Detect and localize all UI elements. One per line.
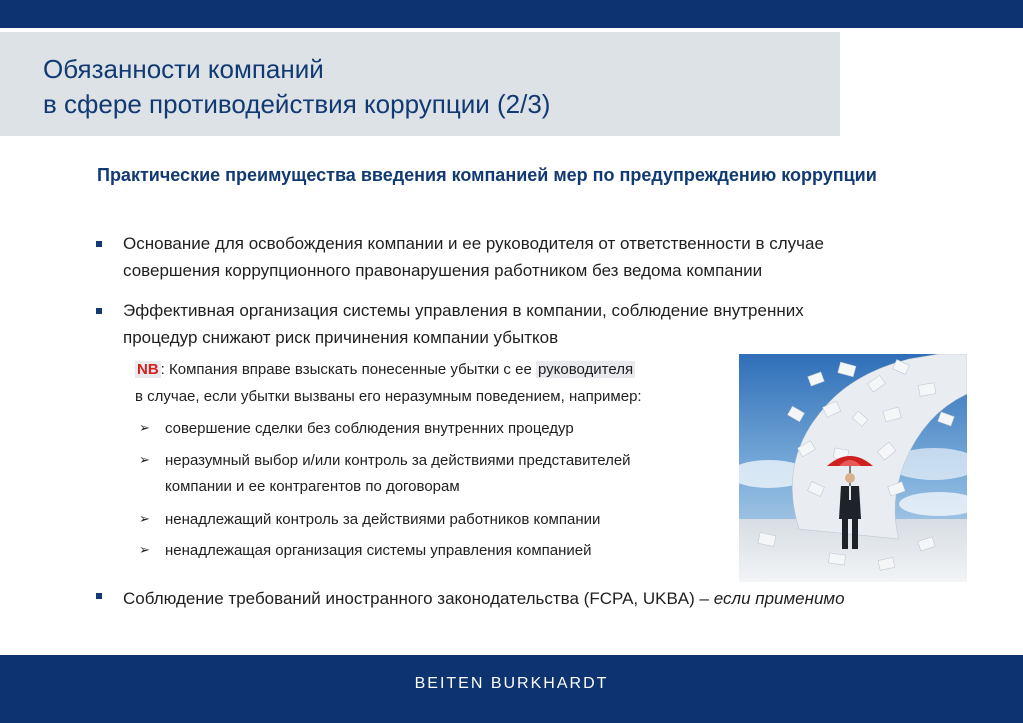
arrow-bullet-icon: ➢ [139, 452, 150, 467]
nb-note-line-1 [135, 357, 635, 383]
arrow-bullet-icon: ➢ [139, 420, 150, 435]
page-title-line-2: в сфере противодействия коррупции (2/3) [43, 89, 551, 119]
bullet-2-line-1: Эффективная организация системы управления в компании, соблюдение внутренних [123, 301, 804, 320]
bullet-3-text: Соблюдение требований иностранного законодательства (FCPA, UKBA) – [123, 589, 714, 608]
bullet-1-line-2: совершения коррупционного правонарушения работником без ведома компании [123, 261, 763, 280]
section-subtitle: Практические преимущества введения компанией мер по предупреждению коррупции [97, 165, 877, 185]
sub-item-2 [165, 448, 631, 500]
sub-item-1: совершение сделки без соблюдения внутренних процедур [165, 420, 574, 437]
sub-item-2-line-1: неразумный выбор и/или контроль за действиями представителей [165, 452, 631, 469]
storm-of-papers-photo [739, 354, 967, 582]
bullet-item-2 [123, 297, 804, 351]
nb-highlight: руководителя [537, 361, 634, 378]
nb-text: : Компания вправе взыскать понесенные убытки с ее [160, 361, 536, 378]
top-bar [0, 0, 1023, 28]
company-logo: BEITEN BURKHARDT [414, 675, 609, 692]
bullet-marker [96, 241, 102, 247]
bullet-2-line-2: процедур снижают риск причинения компании убытков [123, 328, 559, 347]
bullet-1-line-1: Основание для освобождения компании и ее руководителя от ответственности в случае [123, 234, 824, 253]
bullet-marker [96, 593, 102, 599]
bullet-marker [96, 308, 102, 314]
arrow-bullet-icon: ➢ [139, 542, 150, 557]
sub-item-3: ненадлежащий контроль за действиями работников компании [165, 511, 601, 528]
bullet-3-italic: если применимо [713, 589, 845, 608]
bullet-item-1 [123, 230, 824, 284]
arrow-bullet-icon: ➢ [139, 511, 150, 526]
page-title-line-1: Обязанности компаний [43, 54, 324, 84]
nb-note-line-2: в случае, если убытки вызваны его неразумным поведением, например: [135, 388, 642, 405]
nb-tag: NB [137, 361, 159, 378]
sub-item-2-line-2: компании и ее контрагентов по договорам [165, 478, 460, 495]
bullet-item-3 [123, 585, 845, 612]
sub-item-4: ненадлежащая организация системы управления компанией [165, 542, 592, 559]
